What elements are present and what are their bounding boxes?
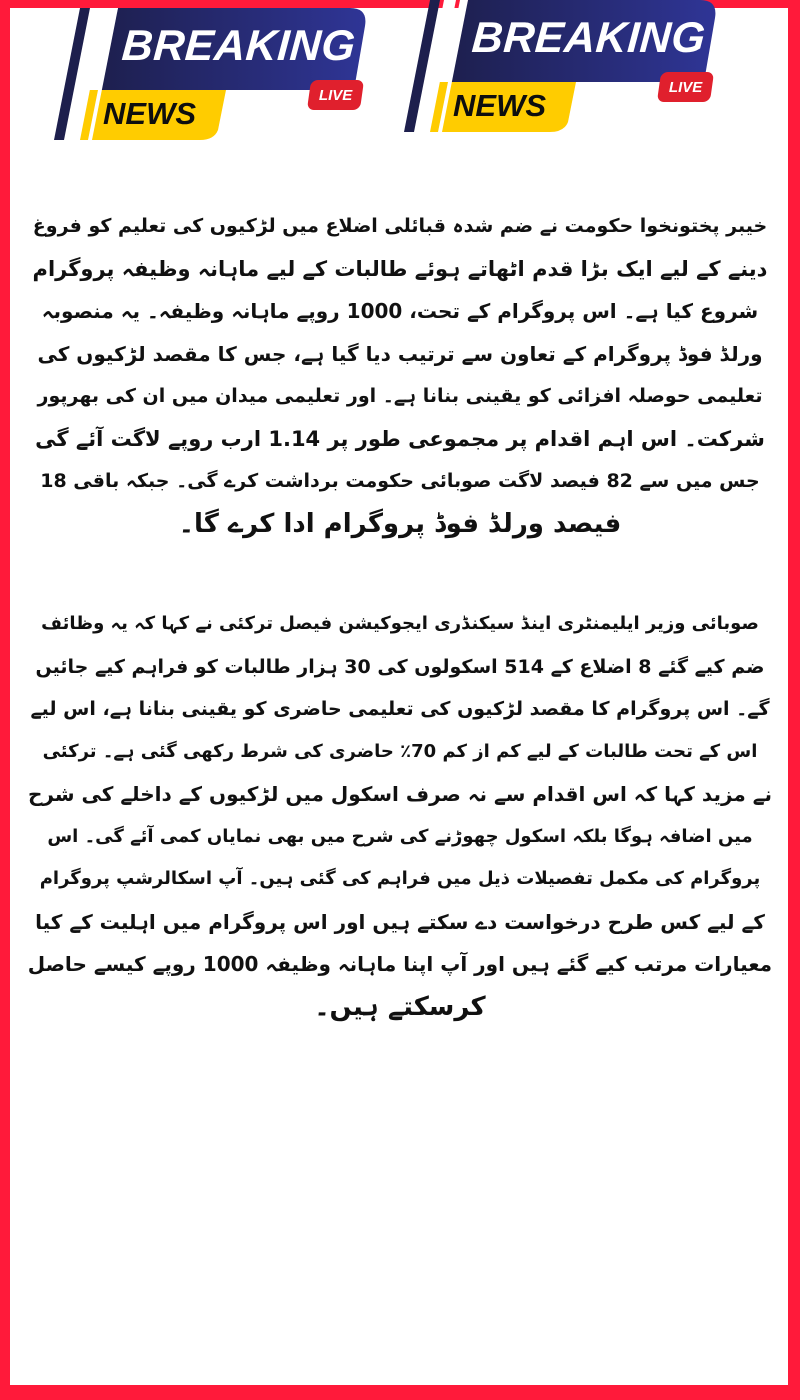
text-line: تعلیمی حوصلہ افزائی کو یقینی بنانا ہے۔ اور تعلیمی میدان میں ان کی بھرپور [37,385,763,407]
text-line: فیصد ورلڈ فوڈ پروگرام ادا کرے گا۔ [178,508,622,539]
breaking-news-banner-left [50,8,368,140]
live-badge [657,72,714,102]
paragraph-1 [28,205,772,545]
text-line: اس کے تحت طالبات کے لیے کم از کم 70٪ حاضری کی شرط رکھی گئی ہے۔ ترکئی [42,740,758,762]
article-body [28,205,772,1086]
text-line: معیارات مرتب کیے گئے ہیں اور آپ اپنا ماہانہ وظیفہ 1000 روپے کیسے حاصل [27,952,772,976]
live-badge [307,80,364,110]
text-line: دینے کے لیے ایک بڑا قدم اٹھاتے ہوئے طالبات کے لیے ماہانہ وظیفہ پروگرام [32,256,768,281]
text-line: شرکت۔ اس اہم اقدام پر مجموعی طور پر 1.14 ارب روپے لاگت آئے گی [35,426,765,451]
news-label: NEWS [103,96,196,131]
text-line: میں اضافہ ہوگا بلکہ اسکول چھوڑنے کی شرح میں بھی نمایاں کمی آئے گی۔ اس [47,825,753,847]
text-line: گے۔ اس پروگرام کا مقصد لڑکیوں کی تعلیمی حاضری کو یقینی بنانا ہے، اس لیے [30,698,770,720]
text-line: خیبر پختونخوا حکومت نے ضم شدہ قبائلی اضلاع میں لڑکیوں کی تعلیم کو فروغ [32,215,768,237]
text-line: نے مزید کہا کہ اس اقدام سے نہ صرف اسکول میں لڑکیوں کے داخلے کی شرح [28,782,772,806]
text-line: شروع کیا ہے۔ اس پروگرام کے تحت، 1000 روپے ماہانہ وظیفہ۔ یہ منصوبہ [41,299,759,323]
breaking-label: BREAKING [470,14,708,62]
text-line: پروگرام کی مکمل تفصیلات ذیل میں فراہم کی گئی ہیں۔ آپ اسکالرشپ پروگرام [39,868,761,889]
text-line: کرسکتے ہیں۔ [314,991,486,1022]
text-line: کے لیے کس طرح درخواست دے سکتے ہیں اور اس پروگرام میں اہلیت کے کیا [35,909,765,934]
breaking-news-banner-right [400,0,718,132]
live-label: LIVE [318,86,353,104]
paragraph-2 [28,603,772,1028]
text-line: ورلڈ فوڈ پروگرام کے تعاون سے ترتیب دیا گیا ہے، جس کا مقصد لڑکیوں کی [37,341,763,366]
breaking-label: BREAKING [120,22,358,70]
text-line: صوبائی وزیر ایلیمنٹری اینڈ سیکنڈری ایجوکیشن فیصل ترکئی نے کہا کہ یہ وظائف [41,613,759,634]
text-line: جس میں سے 82 فیصد لاگت صوبائی حکومت برداشت کرے گی۔ جبکہ باقی 18 [40,470,760,492]
news-label: NEWS [453,88,546,123]
text-line: ضم کیے گئے 8 اضلاع کے 514 اسکولوں کی 30 ہزار طالبات کو فراہم کیے جائیں [35,655,765,678]
live-label: LIVE [668,78,703,96]
